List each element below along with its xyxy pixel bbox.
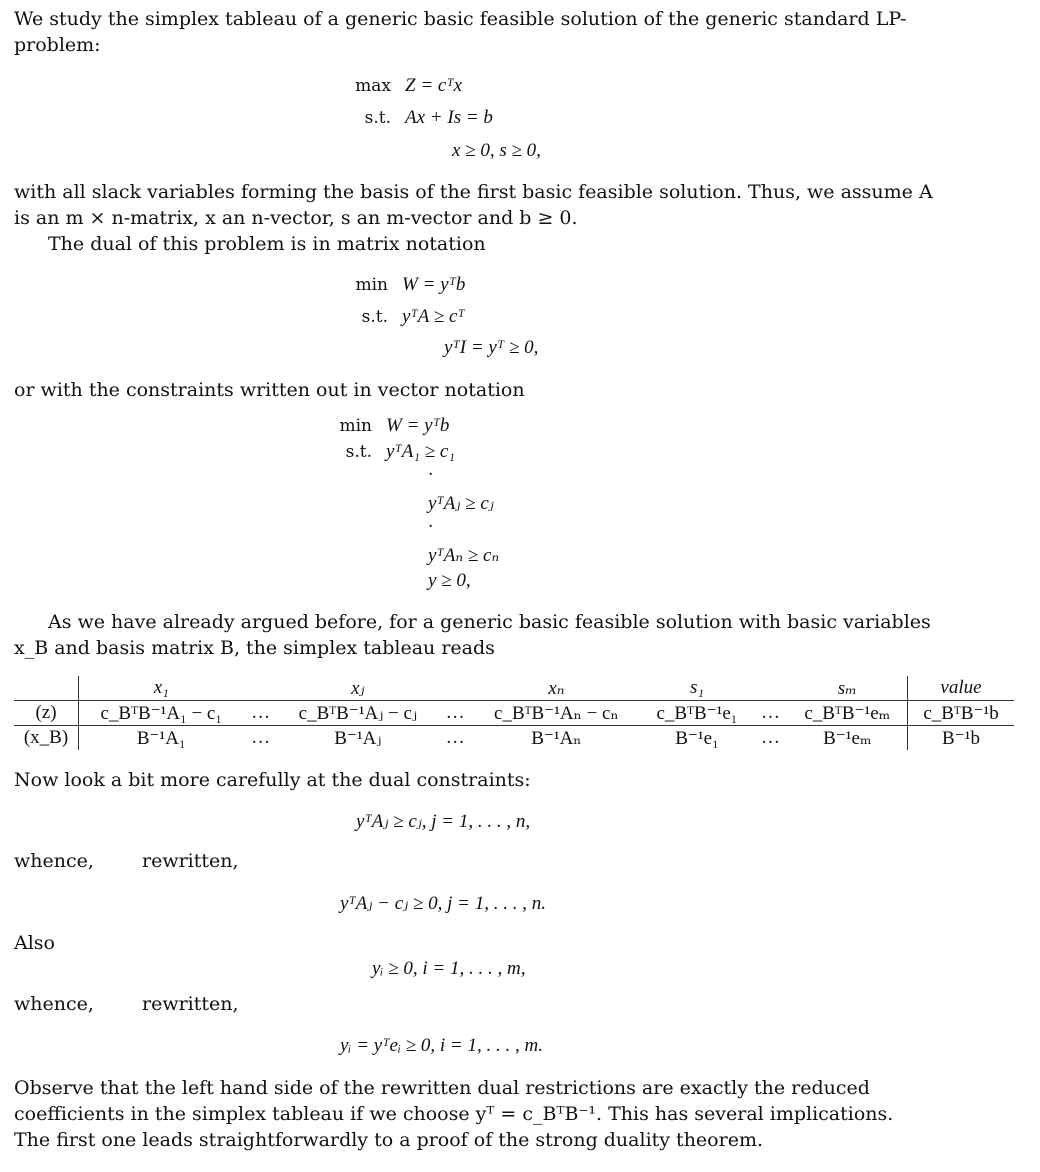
after-tableau-text: Now look a bit more carefully at the dual constraints: xyxy=(14,769,531,791)
dual-vector-dot: · xyxy=(428,516,433,537)
equation-4: yᵢ = yᵀeᵢ ≥ 0, i = 1, . . . , m. xyxy=(340,1035,543,1056)
dual-objective: W = yᵀb xyxy=(402,274,466,295)
tableau-cell: c_BᵀB⁻¹A₁ − c₁ xyxy=(79,701,244,726)
tableau-intro: As we have already argued before, for a generic basic feasible solution with basic variables x_B and basis matrix B, the simplex tableau reads xyxy=(14,611,931,659)
dual-vector-objective: W = yᵀb xyxy=(386,415,450,436)
tableau-cell: B⁻¹Aₙ xyxy=(531,727,582,749)
st-label: s.t. xyxy=(361,307,388,327)
primal-objective-line xyxy=(329,74,462,97)
dual-vector-line: y ≥ 0, xyxy=(428,570,471,591)
min-label: min xyxy=(355,275,388,295)
tableau-header-cell xyxy=(438,676,472,701)
max-label: max xyxy=(355,76,391,96)
tableau-cell: … xyxy=(753,701,787,726)
primal-constraint-2: x ≥ 0, s ≥ 0, xyxy=(452,140,541,161)
conclusion-paragraph: Observe that the left hand side of the rewritten dual restrictions are exactly the reduced coefficients in the simplex tableau if we choose yᵀ = c_BᵀB⁻¹. This has several implications. The first one leads straightforwardly to a proof of the strong duality theorem. xyxy=(14,1077,894,1151)
dual-vector-dot: · xyxy=(428,464,433,485)
tableau-cell: … xyxy=(438,701,472,726)
tableau-header-cell: s₁ xyxy=(689,677,704,698)
primal-constraint-line xyxy=(329,106,493,129)
dual-constraint-1: yᵀA ≥ cᵀ xyxy=(402,306,465,327)
tableau-cell: c_BᵀB⁻¹Aₙ − cₙ xyxy=(472,701,640,726)
dual-constraint-2: yᵀI = yᵀ ≥ 0, xyxy=(444,337,539,358)
tableau-cell: c_BᵀB⁻¹e₁ xyxy=(641,701,754,726)
tableau-header-row xyxy=(14,676,1014,701)
vector-intro: or with the constraints written out in vector notation xyxy=(14,379,525,401)
primal-objective: Z = cᵀx xyxy=(405,75,463,96)
tableau-header-cell: sₘ xyxy=(837,677,857,699)
tableau-cell: B⁻¹A₁ xyxy=(136,727,186,749)
simplex-tableau xyxy=(14,676,1014,750)
tableau-header-cell xyxy=(243,676,277,701)
primal-constraint-1: Ax + Is = b xyxy=(405,107,493,128)
tableau-cell: (x_B) xyxy=(14,726,79,751)
dual-vector-objective-line xyxy=(310,414,449,437)
whence-label-2: whence, xyxy=(14,993,94,1015)
dual-vector-line: yᵀAⱼ ≥ cⱼ xyxy=(428,493,494,514)
dual-vector-first-line xyxy=(310,440,455,463)
tableau-cell: B⁻¹eₘ xyxy=(823,727,872,749)
equation-1: yᵀAⱼ ≥ cⱼ, j = 1, . . . , n, xyxy=(356,811,531,832)
tableau-header-cell xyxy=(753,676,787,701)
tableau-header-cell: x₁ xyxy=(153,677,169,698)
st-label: s.t. xyxy=(364,108,391,128)
dual-vector-line: yᵀAₙ ≥ cₙ xyxy=(428,545,500,566)
whence-label-1: whence, xyxy=(14,850,94,872)
tableau-header-cell: xₙ xyxy=(548,677,565,699)
also-label: Also xyxy=(14,932,55,954)
tableau-cell: c_BᵀB⁻¹eₘ xyxy=(788,701,908,726)
equation-3: yᵢ ≥ 0, i = 1, . . . , m, xyxy=(372,958,526,979)
tableau-row-xb xyxy=(14,726,1014,751)
tableau-cell: … xyxy=(243,701,277,726)
tableau-header-cell: xⱼ xyxy=(351,677,365,699)
slack-paragraph: with all slack variables forming the basis of the first basic feasible solution. Thus, we assume A is an m × n-matrix, x an n-vector, s an m-vector and b ≥ 0. xyxy=(14,181,933,229)
tableau-cell: (z) xyxy=(14,701,79,726)
dual-objective-line xyxy=(326,273,465,296)
rewritten-label-2: rewritten, xyxy=(142,993,239,1015)
tableau-cell: … xyxy=(251,727,271,748)
equation-2: yᵀAⱼ − cⱼ ≥ 0, j = 1, . . . , n. xyxy=(340,893,546,914)
tableau-cell: c_BᵀB⁻¹b xyxy=(908,701,1014,726)
intro-paragraph: We study the simplex tableau of a generic basic feasible solution of the generic standard LP-problem: xyxy=(14,8,907,56)
tableau-row-z xyxy=(14,701,1014,726)
dual-intro: The dual of this problem is in matrix notation xyxy=(48,233,486,255)
dual-constraint-line xyxy=(326,305,465,328)
tableau-cell: c_BᵀB⁻¹Aⱼ − cⱼ xyxy=(278,701,438,726)
tableau-cell: B⁻¹b xyxy=(908,726,1014,751)
tableau-cell: … xyxy=(445,727,465,748)
rewritten-label-1: rewritten, xyxy=(142,850,239,872)
min-label: min xyxy=(339,416,372,436)
st-label: s.t. xyxy=(345,442,372,462)
tableau-cell: B⁻¹Aⱼ xyxy=(334,727,382,749)
tableau-header-cell: value xyxy=(908,676,1014,701)
tableau-cell: … xyxy=(761,727,781,748)
tableau-header-cell xyxy=(14,676,79,701)
dual-vector-line: yᵀA₁ ≥ c₁ xyxy=(386,441,455,462)
tableau-cell: B⁻¹e₁ xyxy=(675,727,719,749)
